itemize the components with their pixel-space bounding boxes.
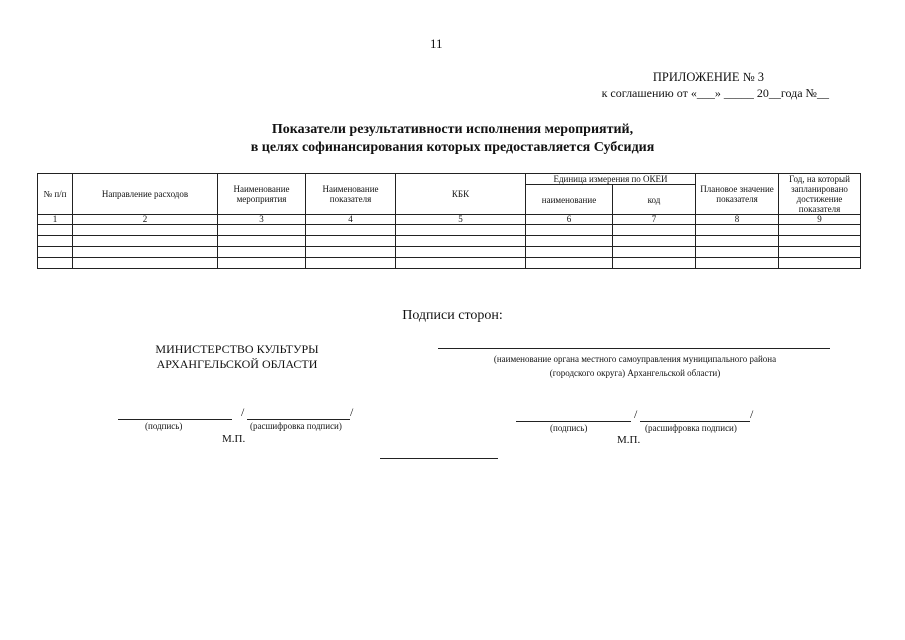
header-num: № п/п bbox=[38, 174, 73, 215]
column-number: 6 bbox=[526, 215, 613, 225]
right-slash-1: / bbox=[634, 407, 638, 421]
table-row bbox=[38, 225, 861, 236]
left-signature-line bbox=[118, 419, 232, 420]
header-planned: Плановое значение показателя bbox=[696, 174, 779, 215]
header-kbk: КБК bbox=[396, 174, 526, 215]
left-decoding-line bbox=[247, 419, 350, 420]
title-line-1: Показатели результативности исполнения мероприятий, bbox=[271, 122, 634, 137]
right-decoding-line bbox=[640, 421, 750, 422]
organization-name-line bbox=[438, 348, 830, 349]
left-slash-2: / bbox=[350, 405, 354, 419]
column-number: 9 bbox=[779, 215, 861, 225]
column-number: 3 bbox=[218, 215, 306, 225]
ministry-line-1: МИНИСТЕРСТВО КУЛЬТУРЫ bbox=[155, 342, 319, 356]
table-row bbox=[38, 258, 861, 269]
signatures-heading: Подписи сторон: bbox=[402, 308, 503, 323]
column-number: 1 bbox=[38, 215, 73, 225]
column-number: 4 bbox=[306, 215, 396, 225]
left-stamp: М.П. bbox=[222, 433, 246, 445]
org-caption-line-2: (городского округа) Архангельской области) bbox=[549, 368, 721, 378]
header-event: Наименование мероприятия bbox=[218, 174, 306, 215]
agreement-reference: к соглашению от «___» _____ 20__года №__ bbox=[601, 86, 829, 100]
title-line-2: в целях софинансирования которых предоставляется Субсидия bbox=[250, 140, 655, 155]
right-stamp: М.П. bbox=[617, 434, 641, 446]
page-number: 11 bbox=[430, 36, 443, 51]
header-okei-code: код bbox=[613, 185, 696, 215]
appendix-label: ПРИЛОЖЕНИЕ № 3 bbox=[652, 70, 764, 84]
header-year: Год, на который запланировано достижение показателя bbox=[779, 174, 861, 215]
left-decoding-caption: (расшифровка подписи) bbox=[250, 421, 342, 431]
document-title bbox=[0, 121, 905, 157]
column-number: 2 bbox=[73, 215, 218, 225]
header-direction: Направление расходов bbox=[73, 174, 218, 215]
org-caption-line-1: (наименование органа местного самоуправления муниципального района bbox=[493, 354, 777, 364]
bottom-line bbox=[380, 458, 498, 459]
left-signature-caption: (подпись) bbox=[145, 421, 183, 431]
column-numbers-row bbox=[38, 215, 861, 225]
header-indicator: Наименование показателя bbox=[306, 174, 396, 215]
right-decoding-caption: (расшифровка подписи) bbox=[645, 423, 737, 433]
indicators-table bbox=[37, 173, 861, 269]
table-row bbox=[38, 236, 861, 247]
header-okei: Единица измерения по ОКЕИ bbox=[526, 174, 696, 185]
table-row bbox=[38, 247, 861, 258]
right-signature-caption: (подпись) bbox=[550, 423, 588, 433]
ministry-line-2: АРХАНГЕЛЬСКОЙ ОБЛАСТИ bbox=[156, 357, 318, 371]
column-number: 8 bbox=[696, 215, 779, 225]
left-slash-1: / bbox=[241, 405, 245, 419]
right-slash-2: / bbox=[750, 407, 754, 421]
organization-caption bbox=[470, 352, 800, 380]
column-number: 7 bbox=[613, 215, 696, 225]
column-number: 5 bbox=[396, 215, 526, 225]
header-okei-name: наименование bbox=[526, 185, 613, 215]
ministry-name bbox=[137, 342, 337, 372]
right-signature-line bbox=[516, 421, 631, 422]
